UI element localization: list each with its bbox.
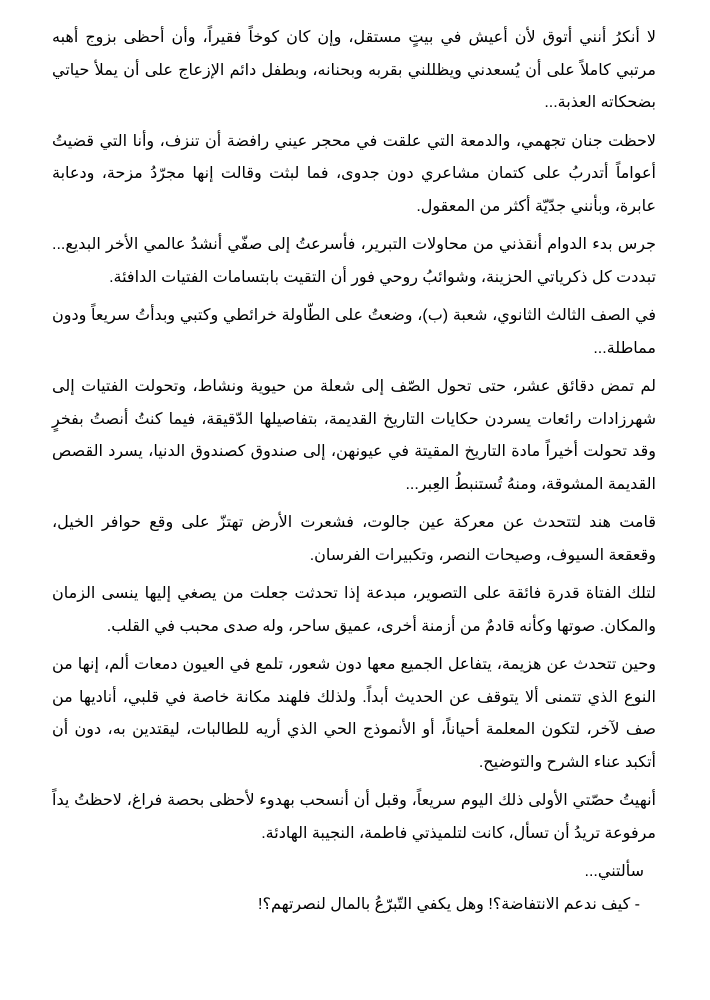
question-line: - كيف ندعم الانتفاضة؟! وهل يكفي التّبرّعُ بالمال لنصرتهم؟! [258, 895, 640, 913]
paragraph-8: وحين تتحدث عن هزيمة، يتفاعل الجميع معها دون شعور، تلمع في العيون دمعات ألم، إنها من النوع الذي تتمنى ألا يتوقف عن الحديث أبداً. ولذلك فلهند مكانة خاصة في قلبي، أناديها من صف لآخر، لتكون المعلمة أحياناً، أو الأنموذج الحي الذي أريه للطالبات، ليقتدين به، دون أن أتكبد عناء الشرح والتوضيح. [52, 656, 657, 771]
paragraph-3: جرس بدء الدوام أنقذني من محاولات التبرير، فأسرعتُ إلى صفّي أنشدُ عالمي الأخر البديع... تبددت كل ذكرياتي الحزينة، وشوائبُ روحي فور أن التقيت بابتسامات الفتيات الدافئة. [52, 236, 656, 286]
paragraph-2: لاحظت جنان تجهمي، والدمعة التي علقت في محجر عيني رافضة أن تنزف، وأنا التي قضيتُ أعواماً أتدربُ على كتمان مشاعري دون جدوى، فما لبثت وقالت إنها مجرّدُ مزحة، ودعابة عابرة، وبأنني جدّيّة أكثر من المعقول. [52, 132, 656, 215]
paragraph-1: لا أنكرُ أنني أتوق لأن أعيش في بيتٍ مستقل، وإن كان كوخاً فقيراً، وأن أحظى بزوج أهبه مرتبي كاملاً على أن يُسعدني ويظللني بقربه وبحنانه، وبطفل دائم الإزعاج على أن يملأ حياتي بضحكاته العذبة... [52, 29, 656, 111]
paragraph-5: لم تمض دقائق عشر، حتى تحول الصّف إلى شعلة من حيوية ونشاط، وتحولت الفتيات إلى شهرزادات رائعات يسردن حكايات التاريخ القديمة، بتفاصيلها الدّقيقة، فيما كنتُ أنصتُ بفخرٍ وقد تحولت أخيراً مادة التاريخ المقيتة في عيونهن، إلى صندوق كصندوق الدنيا، يسرد القصص القديمة المشوقة، ومنهُ تُستنبطُ العِبر... [52, 378, 656, 493]
paragraph-6: قامت هند لتتحدث عن معركة عين جالوت، فشعرت الأرض تهتزّ على وقع حوافر الخيل، وقعقعة السيوف، وصيحات النصر، وتكبيرات الفرسان. [52, 514, 656, 564]
paragraph-7: لتلك الفتاة قدرة فائقة على التصوير، مبدعة إذا تحدثت جعلت من يصغي إليها ينسى الزمان والمكان. صوتها وكأنه قادمٌ من أزمنة أخرى، عميق ساحر، وله صدى محبب في القلب. [52, 585, 656, 635]
paragraph-4: في الصف الثالث الثانوي، شعبة (ب)، وضعتُ على الطّاولة خرائطي وكتبي وبدأتُ سريعاً ودون مماطلة... [52, 307, 656, 357]
asked-line: سألتني... [584, 863, 644, 880]
paragraph-9: أنهيتُ حصّتي الأولى ذلك اليوم سريعاً، وقبل أن أنسحب بهدوء لأحظى بحصة فراغ، لاحظتُ يداً مرفوعة تريدُ أن تسأل، كانت لتلميذتي فاطمة، النجيبة الهادئة. [52, 792, 656, 842]
